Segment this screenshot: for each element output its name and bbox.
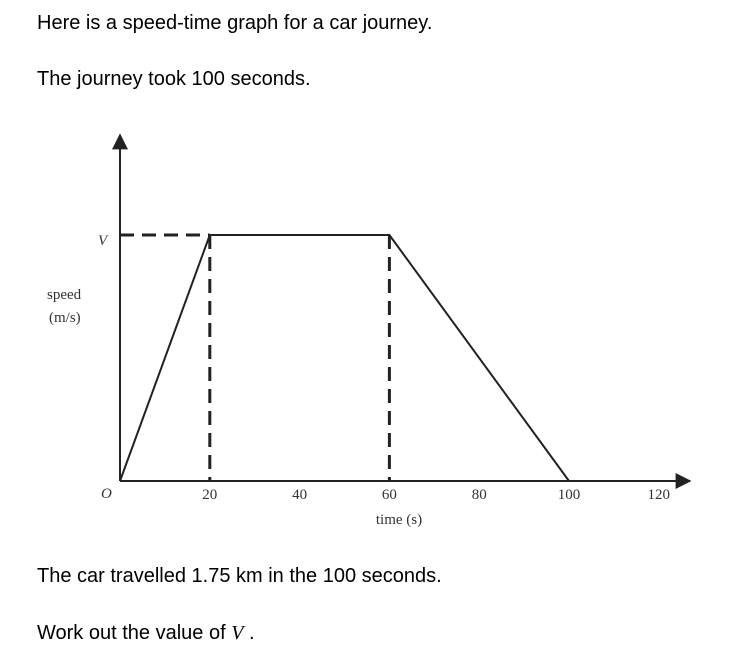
question-intro: Here is a speed-time graph for a car journey. xyxy=(37,12,433,34)
speed-series-line xyxy=(120,235,569,481)
y-axis-label-line1: speed xyxy=(47,287,82,303)
question-duration: The journey took 100 seconds. xyxy=(37,68,311,90)
question-task-text: Work out the value of xyxy=(37,622,226,644)
x-tick-label-120: 120 xyxy=(647,487,671,503)
x-tick-label-60: 60 xyxy=(381,487,397,503)
origin-label: O xyxy=(101,486,112,502)
question-distance: The car travelled 1.75 km in the 100 seconds. xyxy=(37,565,442,587)
question-task-suffix: . xyxy=(243,622,255,644)
x-tick-label-20: 20 xyxy=(202,487,218,503)
y-axis-label-line2: (m/s) xyxy=(49,310,81,326)
x-tick-label-100: 100 xyxy=(557,487,581,503)
x-tick-label-80: 80 xyxy=(471,487,487,503)
x-axis-label: time (s) xyxy=(375,512,423,528)
x-tick-label-40: 40 xyxy=(292,487,308,503)
question-task-variable: V xyxy=(231,622,244,644)
v-marker-label: V xyxy=(98,233,108,249)
question-task xyxy=(37,622,255,645)
